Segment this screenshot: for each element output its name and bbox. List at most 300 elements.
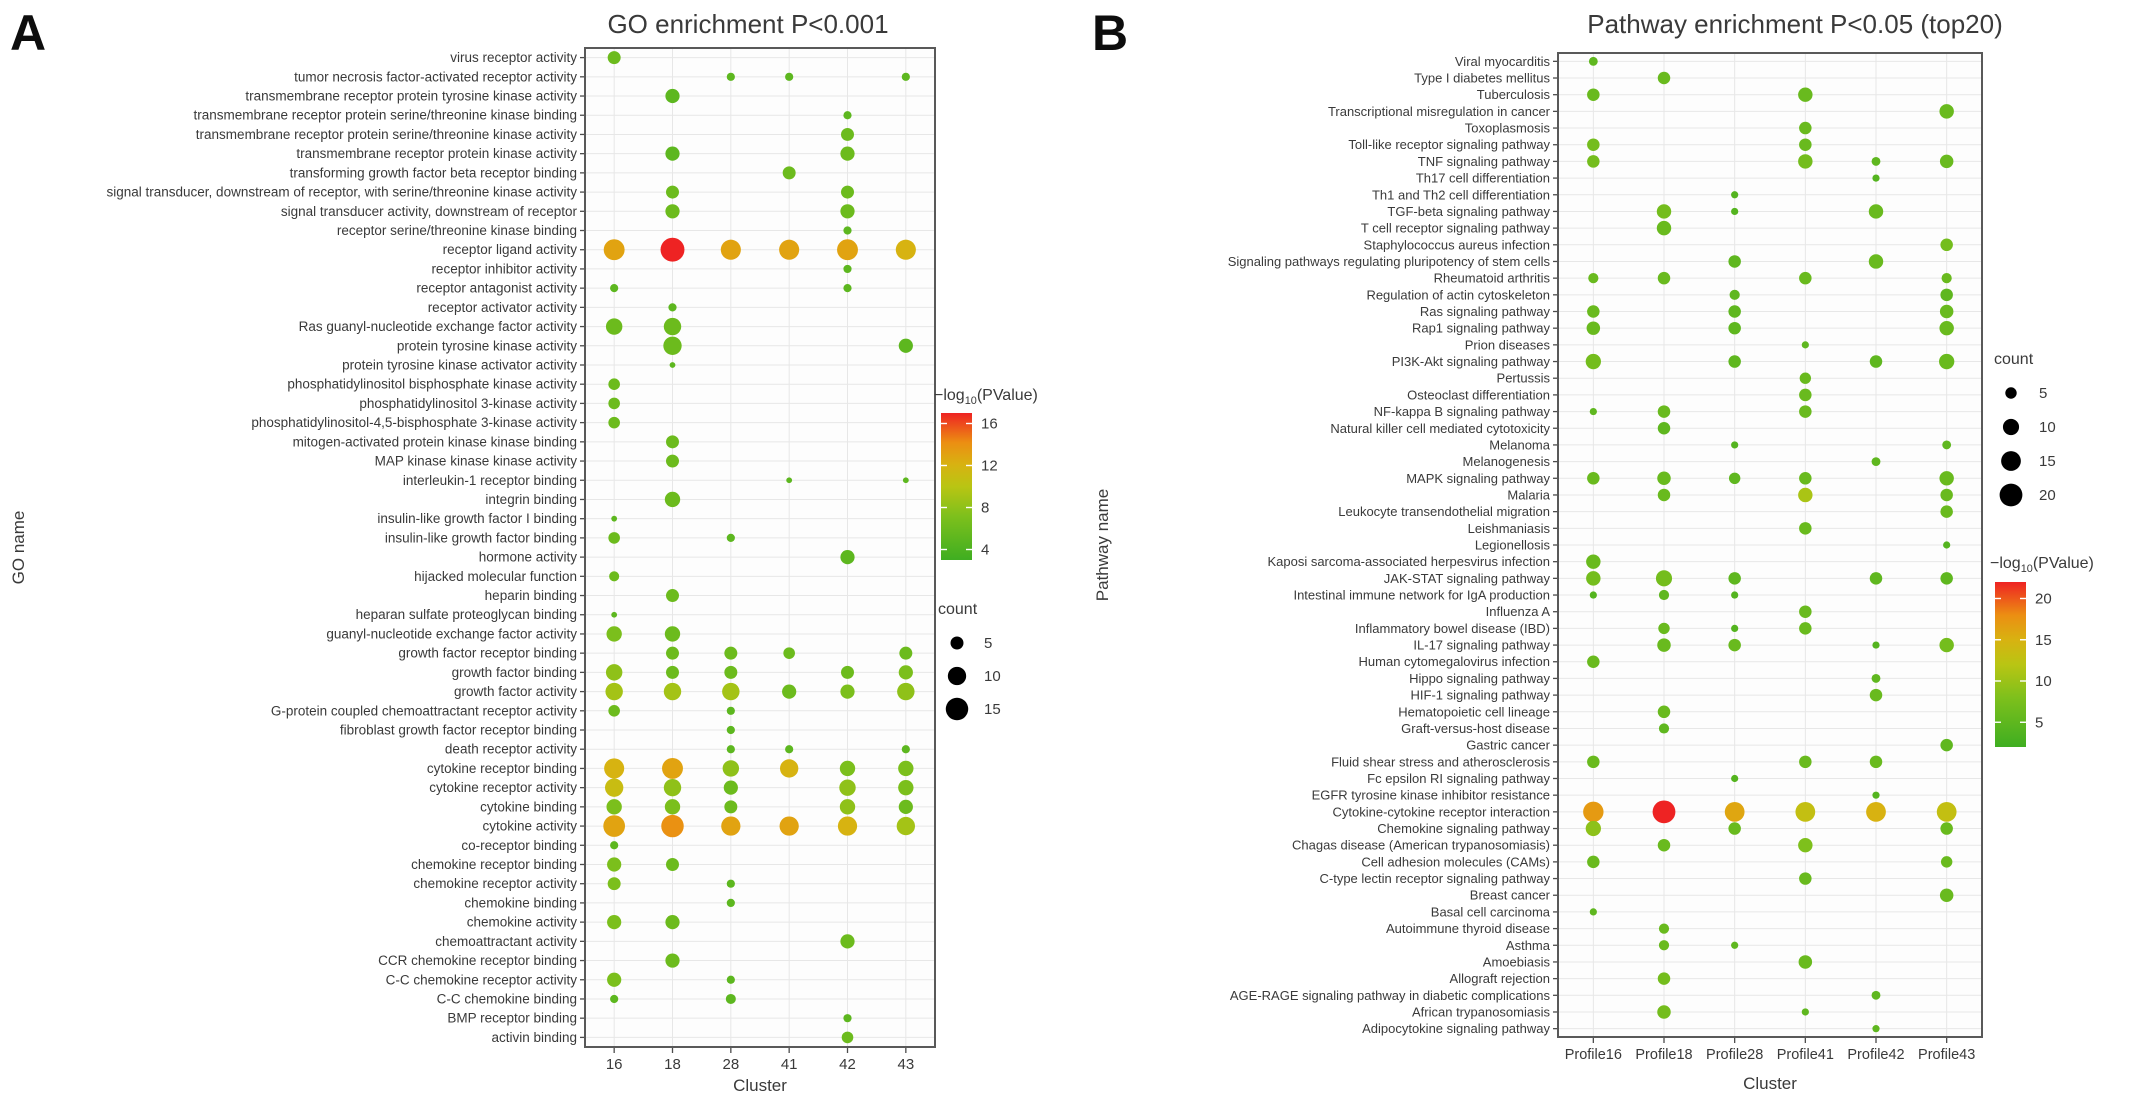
color-legend-tick: 12: [981, 457, 998, 475]
bubble: [1586, 821, 1601, 836]
row-label: Kaposi sarcoma-associated herpesvirus infection: [1267, 554, 1550, 570]
bubble: [1939, 321, 1953, 335]
bubble: [1942, 273, 1952, 283]
size-legend-dot: [2000, 484, 2023, 507]
row-label: integrin binding: [485, 491, 577, 507]
row-label: Allograft rejection: [1449, 971, 1550, 987]
bubble: [666, 435, 679, 448]
color-legend: [934, 387, 1038, 560]
bubble: [899, 647, 912, 660]
x-tick-label: 42: [839, 1056, 856, 1073]
x-tick-label: 16: [605, 1056, 623, 1073]
bubble: [726, 994, 736, 1004]
bubble: [782, 684, 796, 698]
bubble: [610, 995, 618, 1003]
bubble: [783, 166, 796, 179]
x-tick-label: 28: [722, 1056, 740, 1073]
row-label: Toxoplasmosis: [1464, 120, 1550, 136]
bubble: [727, 880, 735, 888]
row-label: Viral myocarditis: [1454, 53, 1550, 69]
color-scale-bar: [941, 413, 972, 560]
row-label: activin binding: [491, 1029, 577, 1045]
row-label: protein tyrosine kinase activity: [396, 338, 577, 354]
bubble: [902, 745, 910, 753]
size-legend-value: 5: [984, 635, 993, 652]
bubble: [1658, 422, 1670, 434]
bubble: [604, 239, 625, 260]
bubble: [1872, 457, 1881, 466]
bubble: [899, 339, 913, 353]
bubble: [1795, 802, 1815, 822]
pathway-enrichment-bubble-chart: [1080, 0, 2150, 1102]
bubble: [840, 684, 854, 698]
bubble: [1799, 756, 1811, 768]
bubble: [666, 666, 679, 679]
bubble: [843, 265, 851, 273]
legend-title: count: [938, 601, 978, 618]
bubble: [1656, 570, 1672, 586]
bubble: [1939, 104, 1953, 118]
legend-title: $-\log_{10}(PValue)$: [1990, 555, 2094, 575]
bubble: [604, 758, 624, 778]
bubble: [1869, 254, 1883, 268]
bubble: [1799, 622, 1811, 634]
bubble: [1798, 87, 1812, 101]
bubble: [1940, 305, 1953, 318]
row-label: transforming growth factor beta receptor binding: [289, 165, 577, 181]
bubble: [723, 760, 739, 776]
bubble: [1728, 322, 1740, 334]
bubble: [837, 239, 858, 260]
bubble: [1657, 638, 1670, 651]
bubble: [664, 683, 681, 700]
row-label: transmembrane receptor protein tyrosine kinase activity: [245, 88, 577, 104]
bubble: [840, 147, 854, 161]
row-label: TNF signaling pathway: [1417, 153, 1550, 169]
row-label: Leukocyte transendothelial migration: [1338, 504, 1550, 520]
row-label: guanyl-nucleotide exchange factor activity: [326, 626, 577, 642]
bubble: [1939, 471, 1953, 485]
bubble: [897, 683, 914, 700]
color-legend-tick: 20: [2035, 590, 2052, 608]
bubble: [785, 745, 793, 753]
bubble: [665, 626, 680, 641]
row-label: protein tyrosine kinase activator activity: [342, 357, 577, 373]
bubble: [1653, 800, 1676, 823]
row-label: Autoimmune thyroid disease: [1385, 921, 1550, 937]
y-axis-title: GO name: [9, 510, 28, 585]
bubble: [1872, 157, 1881, 166]
bubble: [1872, 641, 1879, 648]
bubble: [605, 683, 622, 700]
bubble: [664, 779, 681, 796]
row-label: chemokine receptor activity: [413, 876, 577, 892]
row-label: Th17 cell differentiation: [1415, 170, 1550, 186]
bubble: [1802, 341, 1809, 348]
row-label: heparin binding: [484, 588, 577, 604]
bubble: [607, 857, 621, 871]
bubble: [1728, 822, 1740, 834]
bubble: [1590, 908, 1597, 915]
row-label: TGF-beta signaling pathway: [1387, 203, 1550, 219]
bubble: [1590, 408, 1597, 415]
bubble: [724, 647, 737, 660]
row-label: chemokine binding: [464, 895, 577, 911]
bubble: [786, 477, 792, 483]
row-label: PI3K-Akt signaling pathway: [1391, 354, 1550, 370]
bubble: [666, 858, 679, 871]
row-label: Melanogenesis: [1462, 454, 1550, 470]
x-axis-title: Cluster: [1743, 1074, 1797, 1093]
row-label: growth factor binding: [451, 664, 577, 680]
bubble: [668, 303, 676, 311]
color-legend-tick: 16: [981, 415, 998, 433]
bubble: [1657, 221, 1671, 235]
size-legend-dot: [946, 698, 968, 720]
bubble: [664, 318, 681, 335]
bubble: [1939, 638, 1953, 652]
bubble: [610, 841, 618, 849]
row-label: Gastric cancer: [1466, 737, 1550, 753]
bubble: [1587, 305, 1599, 317]
bubble: [1940, 289, 1952, 301]
row-label: Ras signaling pathway: [1419, 304, 1550, 320]
row-label: insulin-like growth factor binding: [384, 530, 577, 546]
bubble: [1940, 489, 1952, 501]
bubble: [1729, 473, 1740, 484]
bubble: [1658, 489, 1670, 501]
bubble: [1658, 272, 1670, 284]
bubble: [898, 761, 913, 776]
bubble: [608, 378, 620, 390]
bubble: [608, 417, 620, 429]
row-label: Natural killer cell mediated cytotoxicity: [1330, 420, 1550, 436]
row-label: signal transducer activity, downstream of receptor: [280, 203, 577, 219]
row-label: chemokine receptor binding: [411, 856, 577, 872]
size-legend-dot: [948, 667, 966, 685]
bubble: [1799, 955, 1812, 968]
row-label: phosphatidylinositol-4,5-bisphosphate 3-kinase activity: [251, 415, 577, 431]
x-tick-label: 18: [664, 1056, 681, 1073]
bubble: [843, 111, 851, 119]
row-label: AGE-RAGE signaling pathway in diabetic complications: [1229, 987, 1550, 1003]
row-label: Osteoclast differentiation: [1407, 387, 1550, 403]
bubble: [607, 973, 621, 987]
bubble: [1728, 355, 1740, 367]
bubble: [1872, 174, 1879, 181]
bubble: [670, 362, 676, 368]
bubble: [843, 226, 851, 234]
row-label: death receptor activity: [444, 741, 577, 757]
bubble: [609, 571, 619, 581]
row-label: chemokine activity: [466, 914, 577, 930]
size-legend-dot: [951, 637, 964, 650]
x-axis-labels: [1565, 1047, 1976, 1063]
chart-title: Pathway enrichment P<0.05 (top20): [1587, 9, 2003, 39]
bubble: [841, 666, 854, 679]
bubble: [1800, 373, 1811, 384]
row-label: Tuberculosis: [1476, 87, 1550, 103]
bubble: [727, 726, 735, 734]
color-legend-tick: 8: [981, 499, 990, 517]
bubble: [1725, 802, 1745, 822]
bubble: [722, 683, 739, 700]
bubble: [1870, 572, 1882, 584]
bubble: [1731, 625, 1738, 632]
bubble: [1799, 122, 1811, 134]
row-label: growth factor receptor binding: [398, 645, 577, 661]
bubble: [1659, 923, 1669, 933]
bubble: [727, 899, 735, 907]
bubble: [1658, 405, 1670, 417]
bubble: [1940, 155, 1953, 168]
bubble: [721, 816, 740, 835]
bubble: [840, 934, 854, 948]
row-label: receptor ligand activity: [442, 242, 577, 258]
legend-title: count: [1994, 351, 2034, 368]
y-axis-title: Pathway name: [1093, 488, 1112, 602]
bubble: [611, 612, 617, 618]
panel-b-pathway-enrichment: [1080, 0, 2150, 1102]
bubble: [843, 284, 851, 292]
row-label: G-protein coupled chemoattractant receptor activity: [270, 703, 577, 719]
row-label: Amoebiasis: [1482, 954, 1550, 970]
row-label: Th1 and Th2 cell differentiation: [1371, 187, 1550, 203]
row-label: Inflammatory bowel disease (IBD): [1354, 620, 1550, 636]
bubble: [903, 477, 909, 483]
bubble: [665, 492, 680, 507]
row-label: insulin-like growth factor I binding: [377, 511, 577, 527]
row-label: interleukin-1 receptor binding: [402, 472, 577, 488]
bubble: [1658, 72, 1670, 84]
bubble: [1939, 354, 1954, 369]
bubble: [1937, 802, 1957, 822]
bubble: [608, 532, 620, 544]
row-label: fibroblast growth factor receptor binding: [339, 722, 577, 738]
bubble: [1940, 888, 1953, 901]
row-label: cytokine receptor activity: [429, 780, 577, 796]
row-label: Breast cancer: [1469, 887, 1550, 903]
bubble: [1658, 839, 1670, 851]
bubble: [661, 815, 683, 837]
bubble: [1728, 572, 1740, 584]
color-legend-tick: 4: [981, 541, 990, 559]
row-label: C-type lectin receptor signaling pathway: [1319, 871, 1550, 887]
bubble: [1587, 472, 1599, 484]
bubble: [1659, 590, 1669, 600]
row-label: Staphylococcus aureus infection: [1363, 237, 1550, 253]
size-legend: [1994, 351, 2056, 506]
bubble: [1941, 856, 1952, 867]
bubble: [838, 816, 857, 835]
bubble: [1587, 88, 1599, 100]
row-label: signal transducer, downstream of receptor, with serine/threonine kinase activity: [106, 184, 577, 200]
panel-a-label: A: [10, 5, 45, 61]
bubble: [665, 204, 679, 218]
bubble: [606, 799, 621, 814]
bubble: [724, 781, 738, 795]
bubble: [1730, 290, 1740, 300]
size-legend-value: 10: [2039, 419, 2056, 436]
bubble: [1799, 472, 1811, 484]
row-label: IL-17 signaling pathway: [1413, 637, 1550, 653]
row-label: transmembrane receptor protein kinase activity: [296, 146, 577, 162]
row-label: Human cytomegalovirus infection: [1358, 654, 1550, 670]
row-label: receptor serine/threonine kinase binding: [336, 223, 577, 239]
bubble: [1870, 756, 1882, 768]
bubble: [665, 89, 679, 103]
bubble: [666, 589, 679, 602]
bubble: [1940, 739, 1952, 751]
bubble: [724, 800, 737, 813]
bubble: [783, 647, 795, 659]
bubble: [606, 626, 621, 641]
bubble: [1799, 405, 1811, 417]
bubble: [607, 915, 621, 929]
row-label: Graft-versus-host disease: [1401, 720, 1550, 736]
bubble: [662, 758, 683, 779]
bubble: [1586, 554, 1600, 568]
bubble: [1940, 572, 1952, 584]
bubble: [840, 204, 854, 218]
row-label: cytokine binding: [480, 799, 577, 815]
row-label: heparan sulfate proteoglycan binding: [355, 607, 577, 623]
x-tick-label: Profile16: [1564, 1047, 1622, 1063]
bubble: [842, 1032, 854, 1044]
bubble: [1728, 639, 1740, 651]
bubble: [1870, 689, 1882, 701]
bubble: [1728, 305, 1740, 317]
bubble: [779, 240, 799, 260]
row-label: Type I diabetes mellitus: [1414, 70, 1550, 86]
row-label: Malaria: [1507, 487, 1550, 503]
size-legend-value: 15: [984, 701, 1001, 718]
bubble: [666, 455, 679, 468]
bubble: [897, 817, 915, 835]
row-label: cytokine receptor binding: [426, 760, 577, 776]
bubble: [1866, 802, 1886, 822]
bubble: [841, 186, 854, 199]
bubble: [1940, 239, 1952, 251]
bubble: [1799, 138, 1811, 150]
row-label: Fc epsilon RI signaling pathway: [1367, 770, 1550, 786]
row-label: NF-kappa B signaling pathway: [1373, 404, 1550, 420]
bubble: [902, 73, 910, 81]
row-label: Leishmaniasis: [1467, 520, 1550, 536]
bubble: [1587, 655, 1599, 667]
bubble: [1870, 355, 1882, 367]
bubble: [1658, 706, 1670, 718]
size-legend-value: 15: [2039, 453, 2056, 470]
bubble: [1588, 273, 1598, 283]
bubble: [1799, 605, 1811, 617]
row-label: Adipocytokine signaling pathway: [1362, 1021, 1550, 1037]
bubble: [727, 707, 735, 715]
color-legend-tick: 15: [2035, 631, 2052, 649]
row-label: chemoattractant activity: [435, 933, 577, 949]
bubble: [606, 664, 622, 680]
x-axis-labels: [606, 1056, 914, 1073]
bubble: [727, 745, 735, 753]
size-legend-dot: [2003, 419, 2019, 435]
bubble: [841, 128, 854, 141]
bubble: [840, 550, 854, 564]
row-label: Hematopoietic cell lineage: [1398, 704, 1550, 720]
bubble: [1872, 991, 1881, 1000]
bubble: [1940, 822, 1952, 834]
bubble: [1872, 1025, 1879, 1032]
bubble: [1590, 591, 1597, 598]
row-label: Prion diseases: [1464, 337, 1550, 353]
row-label: Basal cell carcinoma: [1430, 904, 1550, 920]
bubble: [898, 780, 913, 795]
bubble: [665, 915, 679, 929]
bubble: [1658, 972, 1670, 984]
bubble: [785, 73, 793, 81]
row-label: Ras guanyl-nucleotide exchange factor activity: [298, 319, 577, 335]
bubble: [606, 318, 622, 334]
size-legend-dot: [2001, 451, 2021, 471]
x-tick-label: Profile28: [1706, 1047, 1764, 1063]
row-label: transmembrane receptor protein serine/threonine kinase binding: [193, 107, 577, 123]
size-legend-value: 5: [2039, 385, 2048, 402]
bubble: [666, 186, 679, 199]
bubble: [665, 799, 680, 814]
bubble: [608, 51, 621, 64]
row-label: hijacked molecular function: [414, 568, 577, 584]
bubble: [1940, 505, 1952, 517]
bubble: [780, 816, 799, 835]
bubble: [1587, 856, 1599, 868]
color-legend: [1990, 555, 2094, 747]
chart-title: GO enrichment P<0.001: [607, 9, 889, 39]
bubble: [608, 705, 620, 717]
row-label: Chagas disease (American trypanosomiasis): [1292, 837, 1550, 853]
row-label: receptor activator activity: [427, 299, 577, 315]
bubble: [896, 240, 916, 260]
size-legend: [938, 601, 1001, 720]
bubble: [1587, 138, 1599, 150]
bubble: [1659, 940, 1669, 950]
size-legend-dot: [2005, 387, 2016, 398]
row-label: Rheumatoid arthritis: [1433, 270, 1550, 286]
bubble: [727, 976, 735, 984]
x-tick-label: 43: [897, 1056, 915, 1073]
row-label: Intestinal immune network for IgA production: [1293, 587, 1550, 603]
row-label: C-C chemokine receptor activity: [385, 972, 577, 988]
bubble: [840, 761, 855, 776]
row-label: cytokine activity: [482, 818, 577, 834]
x-tick-label: Profile18: [1635, 1047, 1693, 1063]
bubble: [780, 759, 798, 777]
bubble: [1659, 723, 1669, 733]
bubble: [1731, 591, 1738, 598]
row-label: Pertussis: [1496, 370, 1550, 386]
row-label: co-receptor binding: [461, 837, 577, 853]
bubble: [843, 1014, 851, 1022]
bubble: [1799, 272, 1811, 284]
row-label: hormone activity: [478, 549, 577, 565]
bubble: [1943, 541, 1950, 548]
row-label: Transcriptional misregulation in cancer: [1327, 103, 1550, 119]
bubble: [1872, 674, 1881, 683]
bubble: [1802, 1008, 1809, 1015]
row-label: Asthma: [1505, 937, 1550, 953]
bubble: [1658, 623, 1669, 634]
bubble: [727, 73, 735, 81]
color-legend-tick: 5: [2035, 714, 2044, 732]
row-label: Cytokine-cytokine receptor interaction: [1332, 804, 1550, 820]
